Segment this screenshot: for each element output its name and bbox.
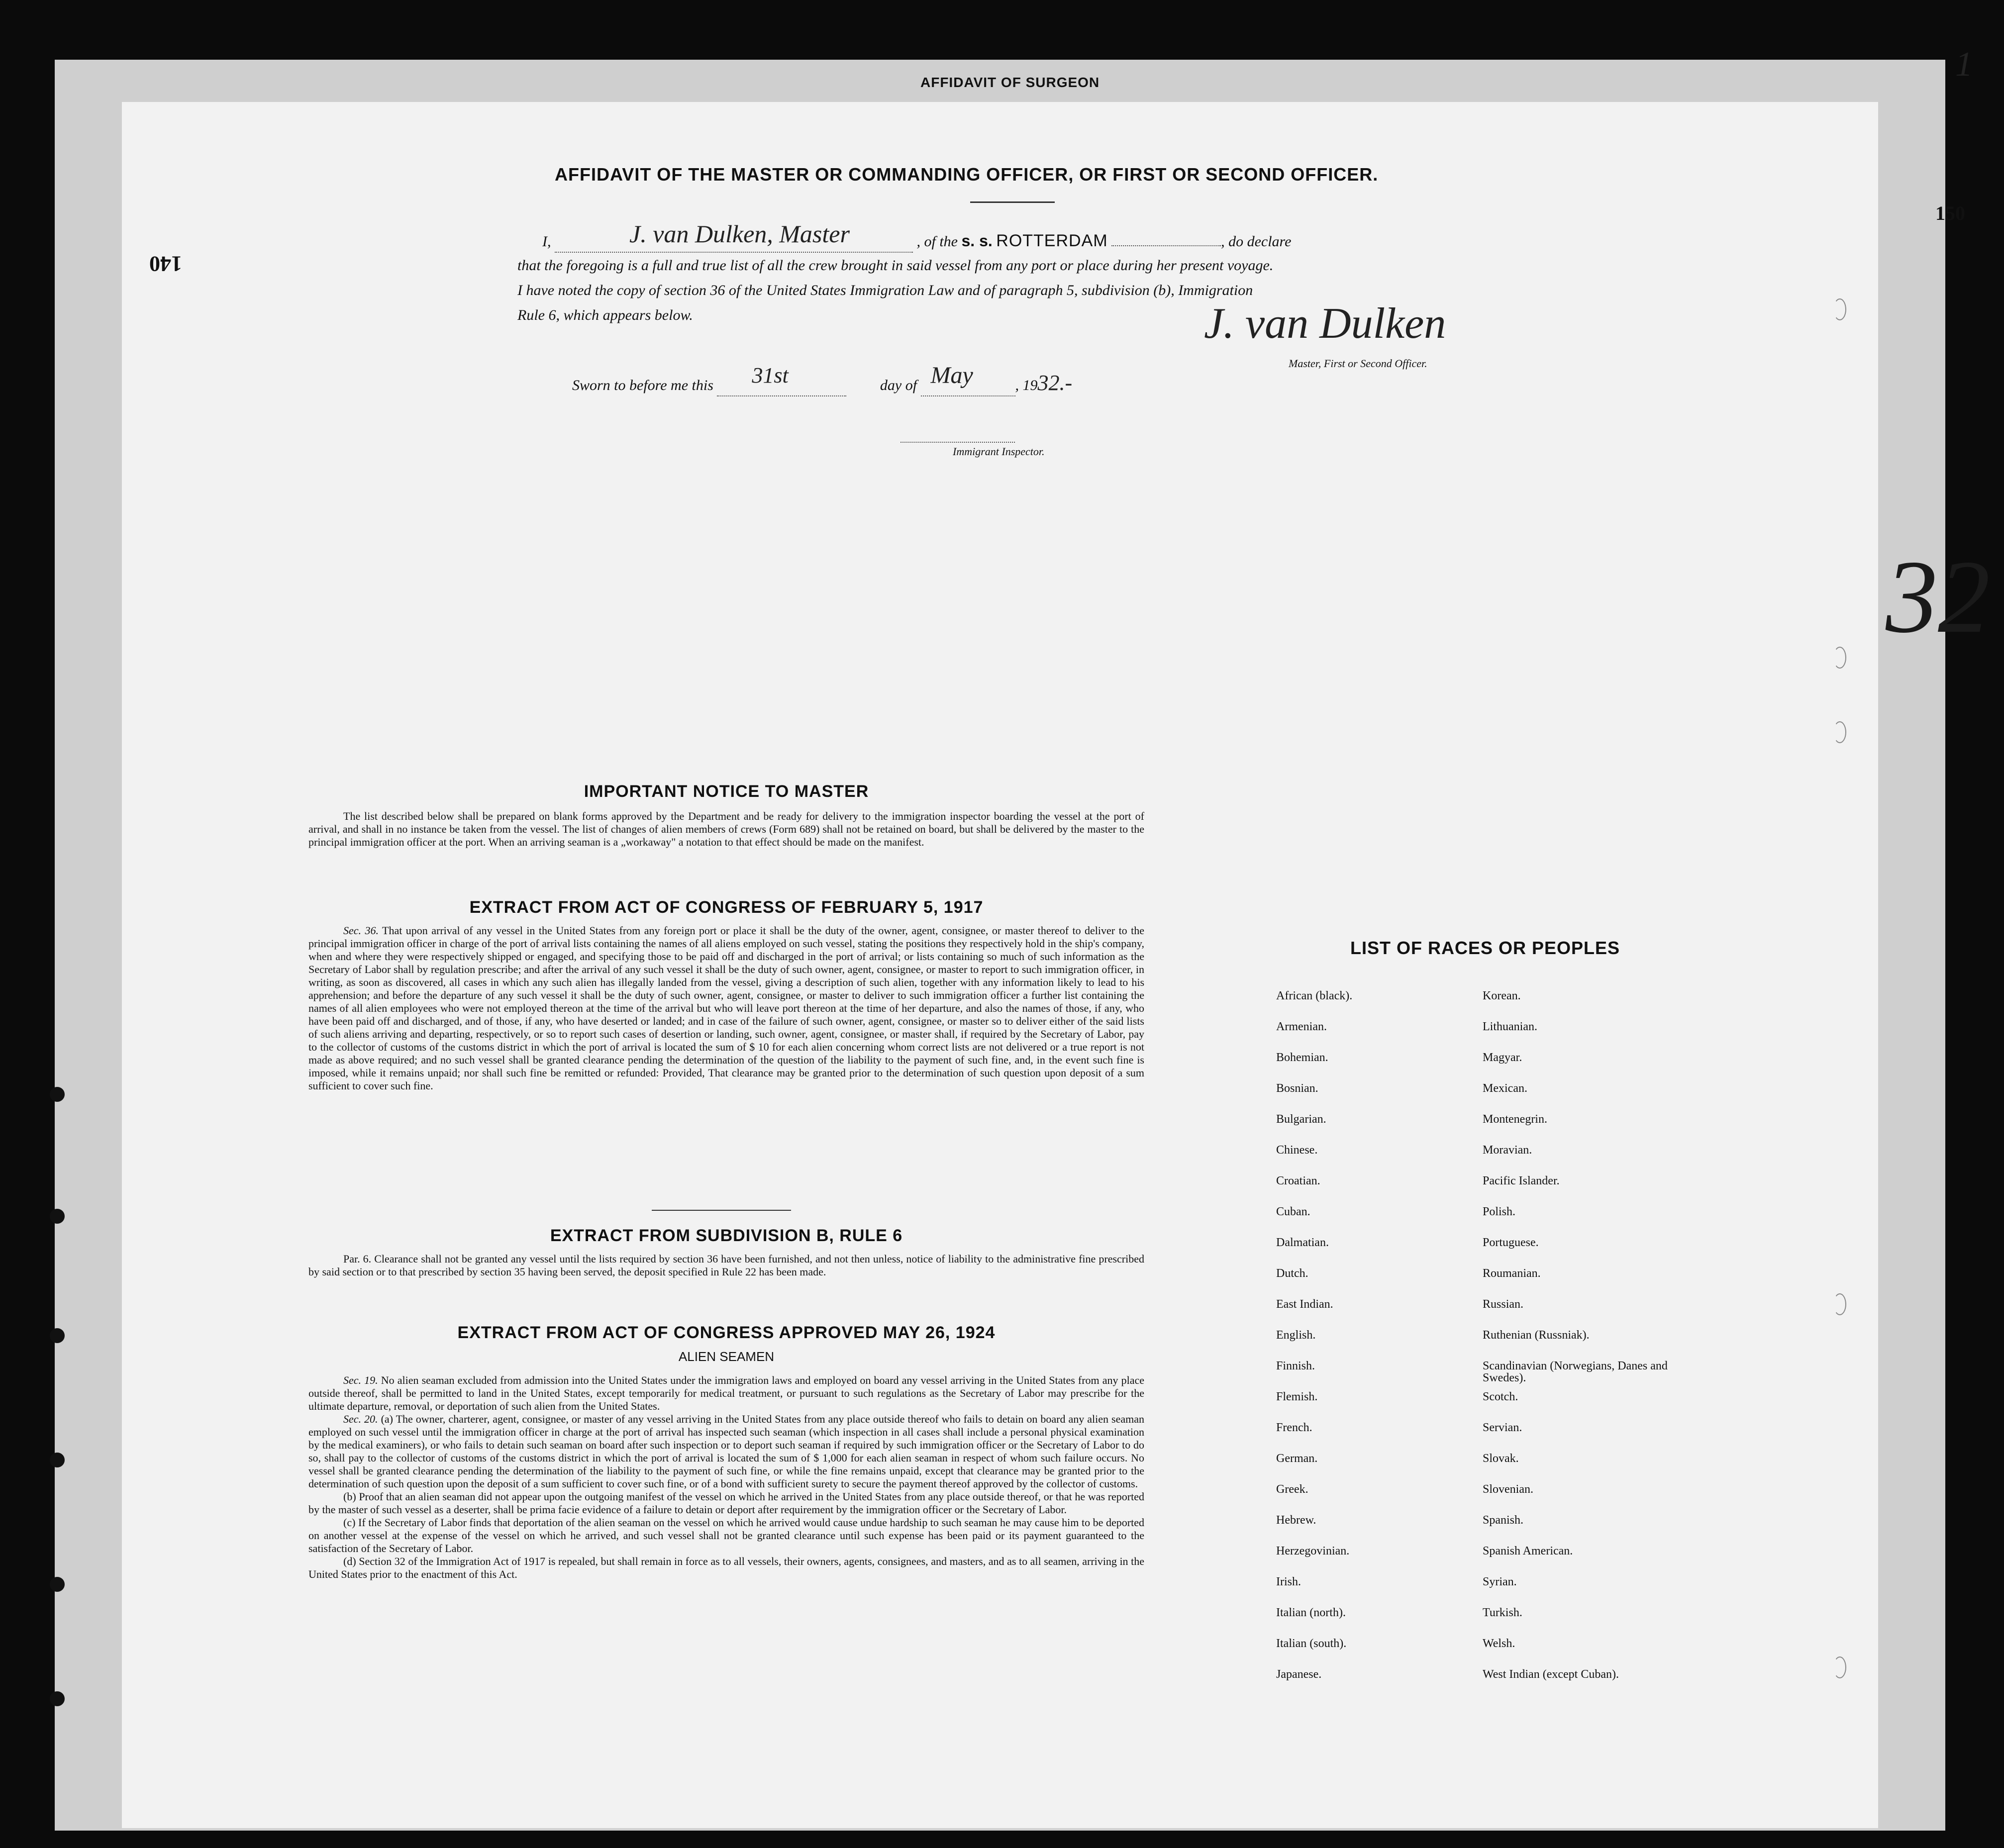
race-item: Irish.	[1276, 1575, 1301, 1588]
section-divider	[652, 1210, 791, 1211]
race-item: Montenegrin.	[1483, 1113, 1547, 1126]
race-item: Polish.	[1483, 1205, 1516, 1218]
act-1924-subtitle: ALIEN SEAMEN	[678, 1349, 775, 1364]
affidavit-title: AFFIDAVIT OF THE MASTER OR COMMANDING OFFICER, OR FIRST OR SECOND OFFICER.	[555, 164, 1379, 185]
race-item: Herzegovinian.	[1276, 1545, 1350, 1557]
races-title: LIST OF RACES OR PEOPLES	[1350, 938, 1620, 958]
race-item: Lithuanian.	[1483, 1020, 1537, 1033]
binder-hole	[50, 1087, 65, 1102]
race-item: Russian.	[1483, 1298, 1524, 1311]
race-item: Greek.	[1276, 1483, 1308, 1496]
races-left-column	[1276, 990, 1475, 1699]
section-20a: Sec. 20. (a) The owner, charterer, agent, consignee, or master of any vessel arriving in the United States from any place outside thereof who fails to detain on board any alien seaman employed on such vessel until the immigration officer in charge at the port of arrival has inspected such seaman (which inspection in all cases shall include a personal physical examination by the medical examiners), or who fails to detain such seaman on board after such inspection or to deport such seaman if required by such immigration officer or the Secretary of Labor to do so, shall pay to the collector of customs of the customs district in which the port of arrival is located the sum of $ 1,000 for each alien seaman in respect of whom such failure occurs. No vessel shall be granted clearance pending the determination of the liability to the payment of such fine, or while the fine remains unpaid, except that clearance may be granted prior to the determination of such question upon the deposit of a sum sufficient to cover such fine, or of a bond with sufficient surety to secure the payment thereof approved by the collector of customs.	[308, 1413, 1144, 1490]
race-item: English.	[1276, 1329, 1316, 1342]
race-item: Chinese.	[1276, 1144, 1318, 1157]
race-item: Finnish.	[1276, 1360, 1315, 1372]
left-margin-number: 140	[149, 252, 182, 276]
section-20d: (d) Section 32 of the Immigration Act of 1917 is repealed, but shall remain in force as to all vessels, their owners, agents, consignees, and masters, and as to all seamen, arriving in the United States prior to the enactment of this Act.	[308, 1555, 1144, 1580]
race-item: Bohemian.	[1276, 1051, 1328, 1064]
signature-caption: Master, First or Second Officer.	[1289, 357, 1427, 370]
race-item: Armenian.	[1276, 1020, 1327, 1033]
race-item: Portuguese.	[1483, 1236, 1539, 1249]
race-item: Spanish American.	[1483, 1545, 1573, 1557]
binder-ring	[1833, 1293, 1846, 1315]
race-item: Scandinavian (Norwegians, Danes and Swedes).	[1483, 1360, 1668, 1384]
race-item: Dutch.	[1276, 1267, 1308, 1280]
act-1917-section-36: Sec. 36. That upon arrival of any vessel in the United States from any foreign port or place it shall be the duty of the owner, agent, consignee, or master thereof to deliver to the principal immigration officer in charge of the port of arrival lists containing the names of all aliens employed on such vessel, stating the positions they respectively hold in the ship's company, when and where they were respectively shipped or engaged, and specifying those to be paid off and discharged in the port of arrival; or lists containing so much of such information as the Secretary of Labor shall by regulation prescribe; and after the arrival of any such vessel it shall be the duty of such owner, agent, consignee, or master to report to such immigration officer, in writing, as soon as discovered, all cases in which any such alien has illegally landed from the vessel, giving a description of such alien, together with any information likely to lead to his apprehension; and before the departure of any such vessel it shall be the duty of such owner, agent, consignee, or master to deliver to such immigration officer a further list containing the names of all alien employees who were not employed thereon at the time of the arrival but who will leave port thereon at the time of her departure, and also the names of those, if any, who have been paid off and discharged, and of those, if any, who have deserted or landed; and in case of the failure of such owner, agent, consignee, or master so to deliver either of the said lists of such aliens arriving and departing, respectively, or so to report such cases of desertion or landing, such owner, agent, consignee, or master shall, if required by the Secretary of Labor, pay to the collector of customs of the customs district in which the port of arrival is located the sum of $ 10 for each alien concerning whom correct lists are not delivered or a true report is not made as above required; and no such vessel shall be granted clearance pending the determination of the question of the liability to the payment of such fine, and, in the event such fine is imposed, while it remains unpaid; nor shall such fine be remitted or refunded: Provided, That clearance may be granted prior to the determination of such question upon deposit of a sum sufficient to cover such fine.	[308, 924, 1145, 1092]
race-item: Roumanian.	[1483, 1267, 1541, 1280]
inspector-caption: Immigrant Inspector.	[953, 445, 1045, 458]
binder-hole	[50, 1328, 65, 1343]
race-item: Scotch.	[1483, 1390, 1518, 1403]
act-1917-title: EXTRACT FROM ACT OF CONGRESS OF FEBRUARY 5, 1917	[469, 898, 984, 917]
race-item: African (black).	[1276, 989, 1353, 1002]
sworn-line: Sworn to before me this 31st day of May , 1932.-	[572, 372, 1072, 396]
binder-hole	[50, 1453, 65, 1467]
declaration-line-2: that the foregoing is a full and true list of all the crew brought in said vessel from any port or place during her present voyage.	[517, 257, 1274, 274]
large-handwritten-digits: 32	[1886, 539, 1990, 655]
notice-title: IMPORTANT NOTICE TO MASTER	[584, 782, 869, 801]
race-item: Magyar.	[1483, 1051, 1522, 1064]
race-item: Italian (north).	[1276, 1606, 1346, 1619]
race-item: German.	[1276, 1452, 1318, 1465]
section-20b: (b) Proof that an alien seaman did not appear upon the outgoing manifest of the vessel on which he arrived in the United States from any place outside thereof, or that he was reported by the master of such vessel as a deserter, shall be prima facie evidence of a failure to detain or deport after requirement by the immigration officer or the Secretary of Labor.	[308, 1490, 1144, 1516]
race-item: Japanese.	[1276, 1668, 1322, 1681]
surgeon-affidavit-strip: AFFIDAVIT OF SURGEON	[920, 75, 1100, 90]
section-20c: (c) If the Secretary of Labor finds that deportation of the alien seaman on the vessel on which he arrived would cause undue hardship to such seaman he may cause him to be deported on another vessel at the expense of the vessel on which he arrived, and such vessel shall not be granted clearance until such expense has been paid or its payment guaranteed to the satisfaction of the Secretary of Labor.	[308, 1516, 1144, 1555]
declaration-line-3: I have noted the copy of section 36 of the United States Immigration Law and of paragraph 5, subdivision (b), Immigration	[517, 282, 1253, 298]
binder-hole	[50, 1691, 65, 1706]
race-item: Italian (south).	[1276, 1637, 1347, 1650]
act-1924-body	[308, 1374, 1144, 1581]
rule-6-text: Par. 6. Clearance shall not be granted any vessel until the lists required by section 36 have been furnished, and not then unless, notice of liability to the administrative fine prescribed by said section or to that prescribed by section 35 having been served, the deposit specified in Rule 22 has been made.	[308, 1253, 1144, 1278]
race-item: Bulgarian.	[1276, 1113, 1326, 1126]
race-item: Ruthenian (Russniak).	[1483, 1329, 1590, 1342]
notice-text: The list described below shall be prepared on blank forms approved by the Department and be ready for delivery to the immigration inspector boarding the vessel at the port of arrival, and shall in no instance be taken from the vessel. The list of changes of alien members of crews (Form 689) shall not be retained on board, but shall be delivered by the master to the principal immigration officer at the port. When an arriving seaman is a „workaway" a notation to that effect should be made on the manifest.	[308, 810, 1144, 848]
races-right-column	[1483, 990, 1692, 1699]
inspector-signature-line	[901, 442, 1015, 443]
corner-mark: 1	[1955, 45, 1973, 84]
sworn-day: 31st	[752, 363, 789, 388]
race-item: Hebrew.	[1276, 1514, 1316, 1527]
race-item: Dalmatian.	[1276, 1236, 1329, 1249]
race-item: Turkish.	[1483, 1606, 1522, 1619]
race-item: East Indian.	[1276, 1298, 1333, 1311]
race-item: Moravian.	[1483, 1144, 1532, 1157]
sworn-month: May	[930, 362, 973, 389]
race-item: Bosnian.	[1276, 1082, 1318, 1095]
race-item: Korean.	[1483, 989, 1521, 1002]
race-item: Pacific Islander.	[1483, 1174, 1560, 1187]
binder-ring	[1833, 647, 1846, 669]
binder-hole	[50, 1577, 65, 1592]
race-item: West Indian (except Cuban).	[1483, 1668, 1619, 1681]
race-item: Spanish.	[1483, 1514, 1524, 1527]
binder-ring	[1833, 1656, 1846, 1678]
declaration-line-1: I, J. van Dulken, Master , of the s. s. ROTTERDAM , do declare	[542, 230, 1291, 253]
title-divider	[970, 201, 1055, 203]
act-1924-title: EXTRACT FROM ACT OF CONGRESS APPROVED MAY 26, 1924	[457, 1323, 996, 1342]
master-name-handwritten: J. van Dulken, Master	[629, 220, 850, 248]
race-item: Slovenian.	[1483, 1483, 1533, 1496]
race-item: Slovak.	[1483, 1452, 1519, 1465]
binder-ring	[1833, 721, 1846, 743]
binder-hole	[50, 1209, 65, 1224]
right-margin-number: 150	[1935, 202, 1965, 224]
ship-name: ROTTERDAM	[996, 231, 1108, 250]
sworn-year: 32.-	[1037, 371, 1073, 395]
race-item: Cuban.	[1276, 1205, 1310, 1218]
section-19: Sec. 19. No alien seaman excluded from admission into the United States under the immigration laws and employed on board any vessel arriving in the United States from any place outside thereof, shall be permitted to land in the United States, except temporarily for medical treatment, or pursuant to such regulations as the Secretary of Labor may prescribe for the ultimate departure, removal, or deportation of such alien from the United States.	[308, 1374, 1145, 1412]
binder-ring	[1833, 298, 1846, 320]
race-item: Flemish.	[1276, 1390, 1318, 1403]
master-signature: J. van Dulken	[1204, 299, 1446, 348]
race-item: Syrian.	[1483, 1575, 1517, 1588]
race-item: Mexican.	[1483, 1082, 1527, 1095]
rule-6-title: EXTRACT FROM SUBDIVISION B, RULE 6	[550, 1226, 903, 1245]
race-item: Servian.	[1483, 1421, 1522, 1434]
race-item: Welsh.	[1483, 1637, 1515, 1650]
race-item: French.	[1276, 1421, 1312, 1434]
race-item: Croatian.	[1276, 1174, 1320, 1187]
declaration-line-4: Rule 6, which appears below.	[517, 307, 693, 323]
